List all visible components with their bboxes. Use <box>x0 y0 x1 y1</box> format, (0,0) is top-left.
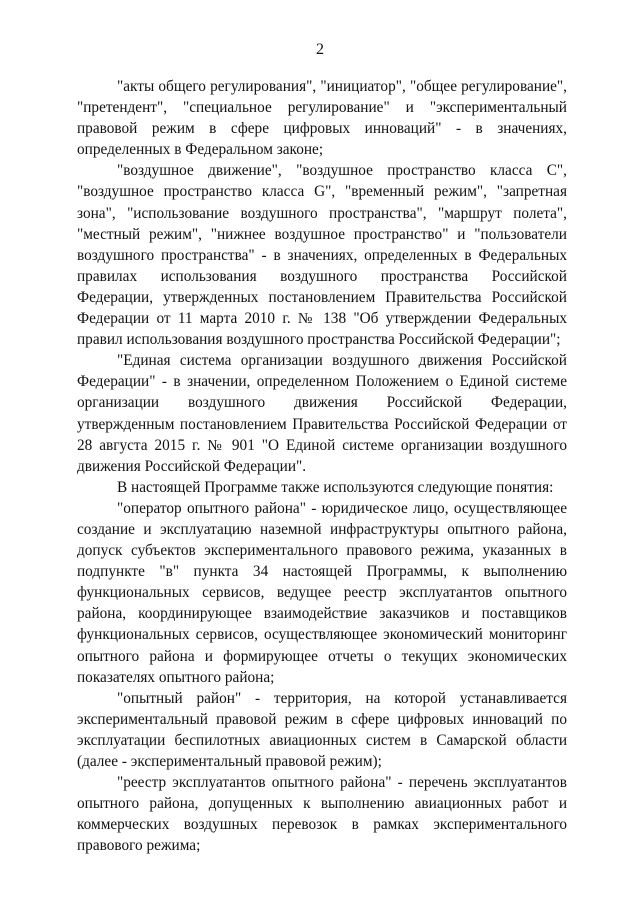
paragraph-unified-atm-system: "Единая система организации воздушного движения Российской Федерации" - в значении, определенном Положением о Единой системе организации воздушного движения Российской Федерации, утвержденным постановлением Правительства Российской Федерации от 28 августа 2015 г. № 901 "О Единой системе организации воздушного движения Российской Федерации". <box>77 352 567 475</box>
page-number: 2 <box>316 41 324 58</box>
paragraph-terms-airspace-rules: "воздушное движение", "воздушное пространство класса C", "воздушное пространство класса G", "временный режим", "запретная зона", "использование воздушного пространства", "маршрут полета", "местный режим", "нижнее воздушное пространство" и "пользователи воздушного пространства" - в значениях, определенных в Федеральных правилах использования воздушного пространства Российской Федерации, утвержденных постановлением Правительства Российской Федерации от 11 марта 2010 г. № 138 "Об утверждении Федеральных правил использования воздушного пространства Российской Федерации"; <box>77 162 567 349</box>
paragraph-test-area: "опытный район" - территория, на которой устанавливается экспериментальный правовой режим в сфере цифровых инноваций по эксплуатации беспилотных авиационных систем в Самарской области (далее - экспериментальный правовой режим); <box>77 689 567 770</box>
paragraph-test-area-operator: "оператор опытного района" - юридическое лицо, осуществляющее создание и эксплуатацию наземной инфраструктуры опытного района, допуск субъектов экспериментального правового режима, указанных в подпункте "в" пункта 34 настоящей Программы, к выполнению функциональных сервисов, ведущее реестр эксплуатантов опытного района, координирующее взаимодействие заказчиков и поставщиков функциональных сервисов, осуществляющее экономический мониторинг опытного района и формирующее отчеты о текущих экономических показателях опытного района; <box>77 499 567 686</box>
paragraph-terms-federal-law: "акты общего регулирования", "инициатор", "общее регулирование", "претендент", "специальное регулирование" и "экспериментальный правовой режим в сфере цифровых инноваций" - в значениях, определенных в Федеральном законе; <box>77 78 567 159</box>
paragraph-program-concepts-intro: В настоящей Программе также используются следующие понятия: <box>117 478 554 496</box>
paragraph-operators-register: "реестр эксплуатантов опытного района" - перечень эксплуатантов опытного района, допущенных к выполнению авиационных работ и коммерческих воздушных перевозок в рамках экспериментального правового режима; <box>77 774 567 855</box>
document-body <box>77 76 567 856</box>
